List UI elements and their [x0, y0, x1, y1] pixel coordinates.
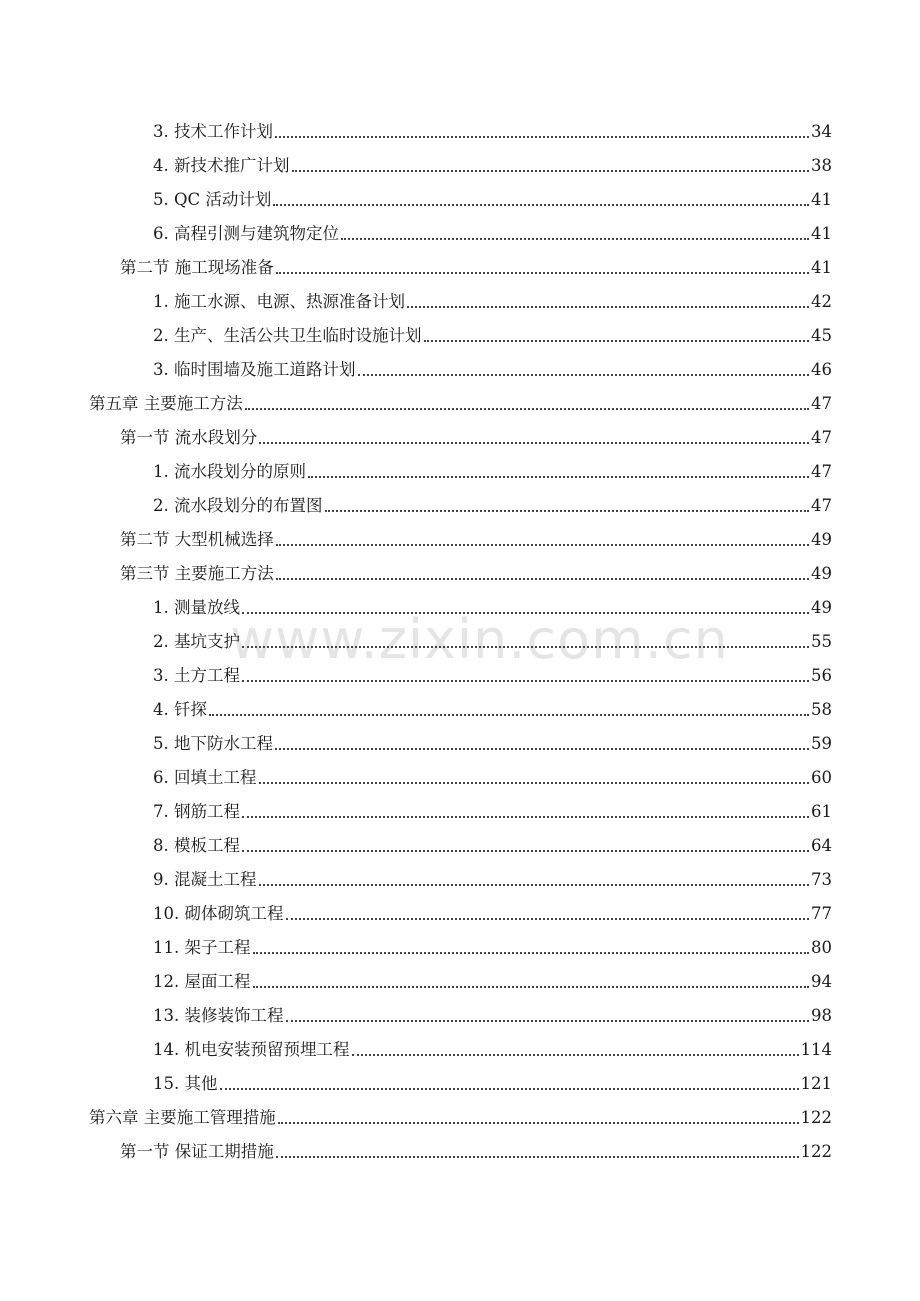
- toc-entry-label: 8. 模板工程: [153, 836, 240, 855]
- toc-entry-page: 55: [811, 632, 832, 651]
- toc-entry-label: 第三节 主要施工方法: [120, 564, 274, 583]
- toc-entry-label: 10. 砌体砌筑工程: [153, 904, 284, 923]
- toc-entry-page: 38: [811, 156, 832, 175]
- toc-entry-label: 1. 流水段划分的原则: [153, 462, 306, 481]
- toc-entry[interactable]: [120, 525, 832, 551]
- toc-entry-page: 61: [811, 802, 832, 821]
- toc-entry[interactable]: [153, 117, 832, 143]
- toc-entry[interactable]: [153, 797, 832, 823]
- dot-leader: [273, 204, 809, 206]
- toc-entry-label: 3. 临时围墙及施工道路计划: [153, 360, 356, 379]
- toc-entry[interactable]: [153, 287, 832, 313]
- dot-leader: [242, 646, 809, 648]
- toc-entry-page: 98: [811, 1006, 832, 1025]
- toc-entry-page: 73: [811, 870, 832, 889]
- dot-leader: [407, 306, 809, 308]
- toc-entry[interactable]: [153, 627, 832, 653]
- dot-leader: [220, 1088, 799, 1090]
- toc-entry-page: 60: [811, 768, 832, 787]
- toc-entry-page: 41: [811, 258, 832, 277]
- toc-entry[interactable]: [120, 1137, 832, 1163]
- toc-entry-label: 14. 机电安装预留预埋工程: [153, 1040, 350, 1059]
- toc-entry[interactable]: [153, 695, 832, 721]
- dot-leader: [259, 884, 810, 886]
- toc-entry[interactable]: [153, 491, 832, 517]
- toc-entry-page: 45: [811, 326, 832, 345]
- toc-entry-label: 2. 生产、生活公共卫生临时设施计划: [153, 326, 422, 345]
- dot-leader: [253, 952, 810, 954]
- dot-leader: [242, 850, 809, 852]
- dot-leader: [253, 986, 810, 988]
- toc-entry-label: 7. 钢筋工程: [153, 802, 240, 821]
- dot-leader: [308, 476, 809, 478]
- dot-leader: [424, 340, 810, 342]
- toc-entry-label: 4. 钎探: [153, 700, 207, 719]
- dot-leader: [341, 238, 809, 240]
- toc-entry[interactable]: [153, 1035, 832, 1061]
- toc-entry-page: 47: [811, 394, 832, 413]
- toc-entry-label: 第二节 大型机械选择: [120, 530, 274, 549]
- toc-entry-page: 34: [811, 122, 832, 141]
- toc-entry-page: 56: [811, 666, 832, 685]
- dot-leader: [358, 374, 810, 376]
- toc-entry[interactable]: [153, 729, 832, 755]
- toc-entry[interactable]: [153, 865, 832, 891]
- dot-leader: [242, 816, 809, 818]
- dot-leader: [276, 272, 809, 274]
- dot-leader: [286, 918, 810, 920]
- dot-leader: [242, 680, 809, 682]
- toc-entry[interactable]: [153, 151, 832, 177]
- dot-leader: [276, 544, 809, 546]
- toc-entry-page: 94: [811, 972, 832, 991]
- toc-entry-page: 49: [811, 530, 832, 549]
- dot-leader: [209, 714, 809, 716]
- toc-entry[interactable]: [153, 899, 832, 925]
- toc-entry-label: 5. 地下防水工程: [153, 734, 273, 753]
- toc-entry-label: 3. 技术工作计划: [153, 122, 273, 141]
- dot-leader: [276, 1156, 799, 1158]
- toc-entry-page: 49: [811, 564, 832, 583]
- toc-entry-page: 47: [811, 428, 832, 447]
- toc-entry-label: 4. 新技术推广计划: [153, 156, 290, 175]
- toc-entry-label: 2. 基坑支护: [153, 632, 240, 651]
- toc-entry[interactable]: [89, 1103, 832, 1129]
- toc-entry[interactable]: [120, 559, 832, 585]
- dot-leader: [275, 136, 809, 138]
- toc-entry-label: 第五章 主要施工方法: [89, 394, 243, 413]
- dot-leader: [275, 748, 809, 750]
- toc-entry[interactable]: [120, 423, 832, 449]
- toc-entry[interactable]: [153, 321, 832, 347]
- toc-entry-label: 13. 装修装饰工程: [153, 1006, 284, 1025]
- toc-entry-page: 41: [811, 224, 832, 243]
- watermark: www.zixin.com.cn: [230, 608, 729, 671]
- toc-entry[interactable]: [153, 661, 832, 687]
- toc-entry-page: 47: [811, 496, 832, 515]
- toc-entry-page: 49: [811, 598, 832, 617]
- dot-leader: [325, 510, 810, 512]
- toc-entry[interactable]: [153, 763, 832, 789]
- toc-entry-label: 第二节 施工现场准备: [120, 258, 274, 277]
- toc-entry-page: 122: [800, 1108, 832, 1127]
- toc-entry-label: 1. 测量放线: [153, 598, 240, 617]
- toc-entry-label: 第一节 流水段划分: [120, 428, 258, 447]
- dot-leader: [292, 170, 810, 172]
- toc-entry[interactable]: [153, 967, 832, 993]
- toc-entry-page: 80: [811, 938, 832, 957]
- toc-entry-label: 6. 回填土工程: [153, 768, 257, 787]
- toc-entry-page: 59: [811, 734, 832, 753]
- toc-entry[interactable]: [89, 389, 832, 415]
- dot-leader: [276, 578, 809, 580]
- toc-entry-label: 2. 流水段划分的布置图: [153, 496, 323, 515]
- toc-entry[interactable]: [153, 219, 832, 245]
- toc-entry[interactable]: [153, 831, 832, 857]
- toc-entry-page: 114: [800, 1040, 832, 1059]
- toc-entry-page: 58: [811, 700, 832, 719]
- toc-entry-page: 41: [811, 190, 832, 209]
- toc-entry[interactable]: [153, 933, 832, 959]
- toc-entry-label: 5. QC 活动计划: [153, 190, 272, 209]
- toc-entry-label: 1. 施工水源、电源、热源准备计划: [153, 292, 405, 311]
- dot-leader: [259, 782, 810, 784]
- dot-leader: [278, 1122, 799, 1124]
- dot-leader: [352, 1054, 799, 1056]
- dot-leader: [242, 612, 809, 614]
- toc-entry-label: 9. 混凝土工程: [153, 870, 257, 889]
- toc-entry[interactable]: [153, 1001, 832, 1027]
- toc-entry-page: 77: [811, 904, 832, 923]
- toc-entry-label: 第一节 保证工期措施: [120, 1142, 274, 1161]
- toc-entry-label: 第六章 主要施工管理措施: [89, 1108, 276, 1127]
- toc-entry[interactable]: [153, 1069, 832, 1095]
- toc-entry-page: 121: [800, 1074, 832, 1093]
- toc-entry[interactable]: [153, 355, 832, 381]
- toc-entry[interactable]: [153, 185, 832, 211]
- toc-entry-page: 42: [811, 292, 832, 311]
- toc-entry[interactable]: [120, 253, 832, 279]
- toc-entry-page: 122: [800, 1142, 832, 1161]
- toc-entry-label: 3. 土方工程: [153, 666, 240, 685]
- toc-entry[interactable]: [153, 593, 832, 619]
- toc-entry-label: 6. 高程引测与建筑物定位: [153, 224, 339, 243]
- toc-entry-label: 15. 其他: [153, 1074, 218, 1093]
- toc-entry-label: 11. 架子工程: [153, 938, 251, 957]
- dot-leader: [245, 408, 809, 410]
- toc-entry[interactable]: [153, 457, 832, 483]
- toc-entry-page: 64: [811, 836, 832, 855]
- toc-entry-label: 12. 屋面工程: [153, 972, 251, 991]
- toc-entry-page: 46: [811, 360, 832, 379]
- toc-entry-page: 47: [811, 462, 832, 481]
- dot-leader: [286, 1020, 810, 1022]
- dot-leader: [259, 442, 809, 444]
